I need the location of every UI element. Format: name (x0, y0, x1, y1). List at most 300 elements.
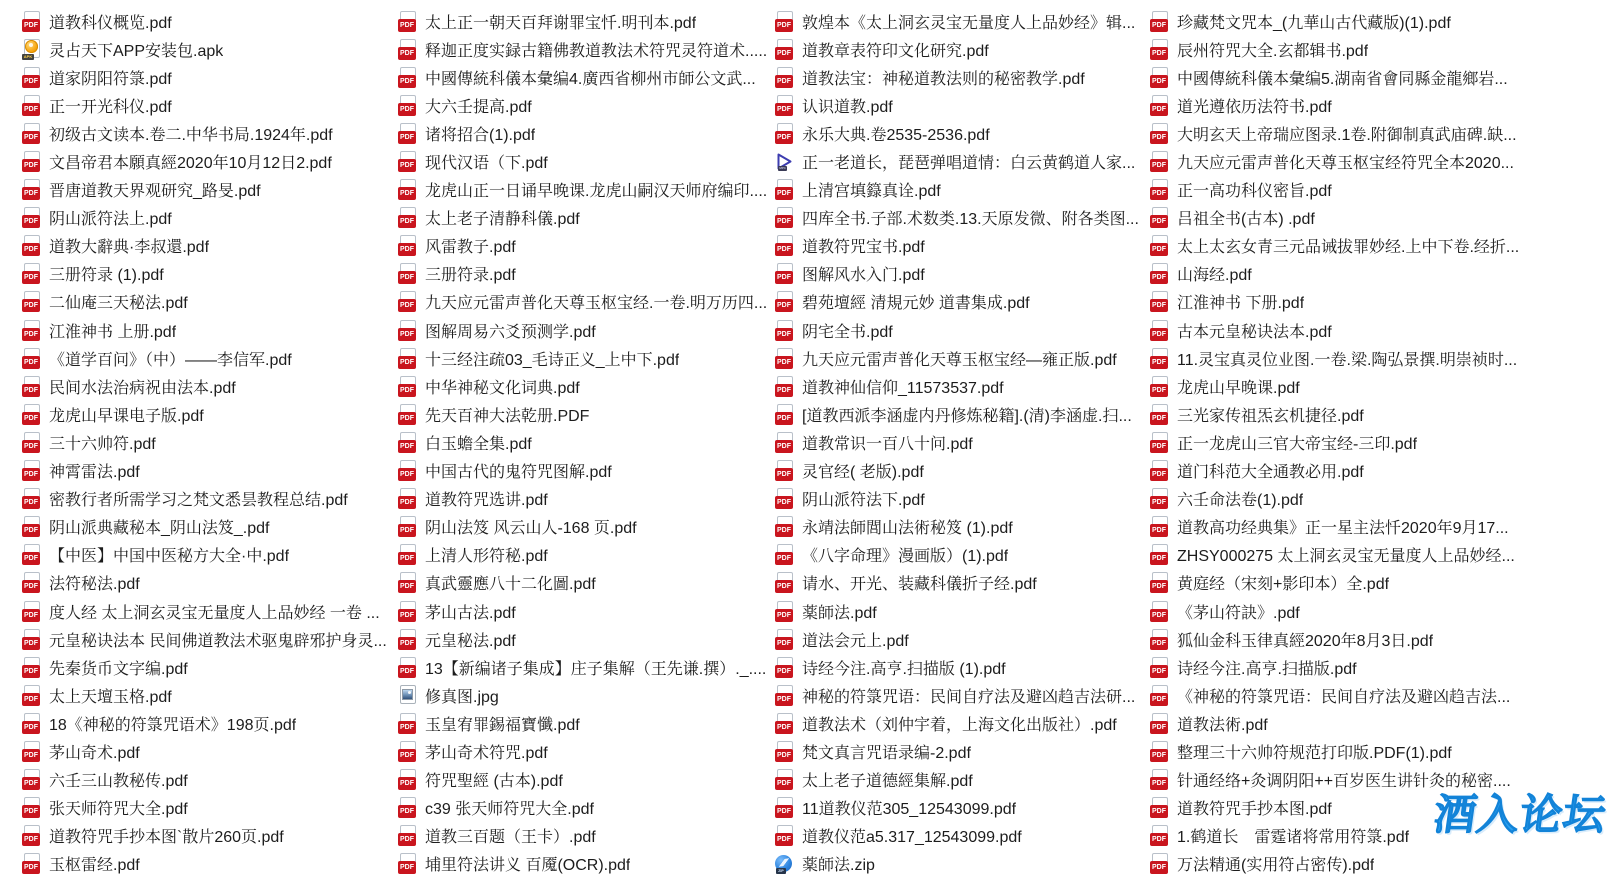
file-item[interactable] (775, 35, 1150, 63)
pdf-file-icon: PDF (22, 601, 41, 622)
file-item[interactable] (1150, 35, 1613, 63)
file-name: 民间水法治病祝由法本.pdf (49, 379, 236, 397)
file-item[interactable] (398, 569, 775, 597)
file-item[interactable] (1150, 119, 1613, 147)
file-name: 阴山派符法上.pdf (49, 211, 172, 229)
file-name: 大明玄天上帝瑞应图录.1卷.附御制真武庙碑.缺... (1177, 126, 1517, 144)
file-name: 九天应元雷声普化天尊玉枢宝经—雍正版.pdf (802, 351, 1117, 369)
file-name: 整理三十六帅符规范打印版.PDF(1).pdf (1177, 744, 1452, 762)
pdf-file-icon: PDF (775, 713, 794, 734)
apk-file-icon: APK (22, 39, 41, 60)
pdf-file-icon: PDF (398, 291, 417, 312)
file-item[interactable] (775, 513, 1150, 541)
file-item[interactable] (775, 737, 1150, 765)
file-name: 三十六帅符.pdf (49, 435, 156, 453)
file-item[interactable] (22, 35, 398, 63)
file-item[interactable] (1150, 513, 1613, 541)
file-item[interactable] (22, 260, 398, 288)
file-item[interactable] (22, 850, 398, 878)
file-name: 道教符咒宝书.pdf (802, 239, 925, 257)
file-name: 认识道教.pdf (802, 98, 893, 116)
pdf-file-icon: PDF (398, 376, 417, 397)
file-item[interactable] (22, 428, 398, 456)
file-name: 敦煌本《太上洞玄灵宝无量度人上品妙经》辑... (802, 14, 1136, 32)
file-name: 黄庭经（宋刻+影印本）全.pdf (1177, 576, 1390, 594)
pdf-file-icon: PDF (1150, 235, 1169, 256)
file-item[interactable] (1150, 232, 1613, 260)
file-item[interactable] (775, 822, 1150, 850)
pdf-file-icon: PDF (1150, 179, 1169, 200)
file-name: 诸将招合(1).pdf (425, 126, 536, 144)
file-item[interactable] (398, 232, 775, 260)
pdf-file-icon: PDF (22, 348, 41, 369)
file-item[interactable] (775, 709, 1150, 737)
file-item[interactable] (398, 204, 775, 232)
file-name: 《八字命理》漫画版）(1).pdf (802, 548, 1009, 566)
file-item[interactable] (775, 485, 1150, 513)
file-item[interactable] (22, 91, 398, 119)
file-item[interactable] (775, 653, 1150, 681)
file-name: 18《神秘的符箓咒语术》198页.pdf (49, 716, 297, 734)
pdf-file-icon: PDF (775, 95, 794, 116)
file-item[interactable] (398, 35, 775, 63)
file-item[interactable] (1150, 428, 1613, 456)
file-item[interactable] (1150, 7, 1613, 35)
file-item[interactable] (775, 119, 1150, 147)
file-item[interactable] (1150, 653, 1613, 681)
file-name: 道教常识一百八十问.pdf (802, 435, 973, 453)
pdf-file-icon: PDF (1150, 376, 1169, 397)
pdf-file-icon: PDF (398, 853, 417, 874)
file-item[interactable] (22, 176, 398, 204)
file-name: 度人经 太上洞玄灵宝无量度人上品妙经 一卷 ... (49, 604, 380, 622)
file-column-2 (398, 7, 775, 878)
file-item[interactable] (22, 232, 398, 260)
file-name: 十三经注疏03_毛诗正义_上中下.pdf (425, 351, 680, 369)
file-item[interactable] (775, 147, 1150, 175)
file-item[interactable] (1150, 681, 1613, 709)
file-name: 道教符咒选讲.pdf (425, 492, 548, 510)
pdf-file-icon: PDF (775, 741, 794, 762)
file-item[interactable] (775, 428, 1150, 456)
pdf-file-icon: PDF (398, 263, 417, 284)
file-item[interactable] (22, 400, 398, 428)
pdf-file-icon: PDF (398, 516, 417, 537)
file-name: 阴山派符法下.pdf (802, 492, 925, 510)
pdf-file-icon: PDF (22, 713, 41, 734)
file-name: 玉枢雷经.pdf (49, 857, 140, 875)
file-name: 埔里符法讲义 百魇(OCR).pdf (425, 857, 631, 875)
file-item[interactable] (398, 850, 775, 878)
pdf-file-icon: PDF (1150, 151, 1169, 172)
file-item[interactable] (398, 288, 775, 316)
file-name: 11.灵宝真灵位业图.一卷.梁.陶弘景撰.明崇祯时... (1177, 351, 1518, 369)
pdf-file-icon: PDF (1150, 601, 1169, 622)
file-item[interactable] (398, 794, 775, 822)
file-name: 江淮神书 下册.pdf (1177, 295, 1305, 313)
file-name: 白玉蟾全集.pdf (425, 435, 532, 453)
pdf-file-icon: PDF (1150, 39, 1169, 60)
file-item[interactable] (775, 569, 1150, 597)
file-name: 灵占天下APP安装包.apk (49, 42, 224, 60)
file-item[interactable] (1150, 850, 1613, 878)
file-item[interactable] (22, 766, 398, 794)
file-item[interactable] (775, 91, 1150, 119)
file-item[interactable] (398, 344, 775, 372)
file-item[interactable] (775, 681, 1150, 709)
file-item[interactable] (775, 372, 1150, 400)
pdf-file-icon: PDF (775, 320, 794, 341)
file-item[interactable] (775, 541, 1150, 569)
pdf-file-icon: PDF (775, 123, 794, 144)
file-item[interactable] (22, 625, 398, 653)
file-item[interactable] (775, 625, 1150, 653)
pdf-file-icon: PDF (1150, 207, 1169, 228)
file-name: 道教三百题（王卡）.pdf (425, 829, 596, 847)
pdf-file-icon: PDF (775, 797, 794, 818)
file-item[interactable] (22, 485, 398, 513)
file-item[interactable] (398, 541, 775, 569)
file-name: 阴山派典藏秘本_阴山法笈_.pdf (49, 520, 270, 538)
pdf-file-icon: PDF (398, 825, 417, 846)
file-column-3 (775, 7, 1150, 878)
pdf-file-icon: PDF (1150, 713, 1169, 734)
file-item[interactable] (22, 316, 398, 344)
pdf-file-icon: PDF (1150, 853, 1169, 874)
file-name: 狐仙金科玉律真經2020年8月3日.pdf (1177, 632, 1434, 650)
file-item[interactable] (22, 709, 398, 737)
file-name: 张天师符咒大全.pdf (49, 801, 188, 819)
file-item[interactable] (22, 681, 398, 709)
file-item[interactable] (775, 63, 1150, 91)
file-item[interactable] (1150, 91, 1613, 119)
file-item[interactable] (398, 766, 775, 794)
file-item[interactable] (775, 176, 1150, 204)
file-item[interactable] (398, 91, 775, 119)
pdf-file-icon: PDF (398, 797, 417, 818)
file-item[interactable] (775, 344, 1150, 372)
pdf-file-icon: PDF (1150, 797, 1169, 818)
pdf-file-icon: PDF (775, 657, 794, 678)
pdf-file-icon: PDF (398, 39, 417, 60)
file-item[interactable] (398, 709, 775, 737)
file-name: 大六壬提高.pdf (425, 98, 532, 116)
file-item[interactable] (1150, 597, 1613, 625)
file-name: 灵官经( 老版).pdf (802, 464, 924, 482)
file-name: 晋唐道教天界观研究_路旻.pdf (49, 183, 261, 201)
file-name: 上清宫填籙真诠.pdf (802, 183, 941, 201)
file-item[interactable] (22, 204, 398, 232)
pdf-file-icon: PDF (398, 95, 417, 116)
file-name: 道教神仙信仰_11573537.pdf (802, 379, 1004, 397)
file-name: 道教大辭典·李叔還.pdf (49, 239, 210, 257)
file-name: 诗经今注.高亨.扫描版 (1).pdf (802, 660, 1006, 678)
file-name: 六壬命法卷(1).pdf (1177, 492, 1304, 510)
file-name: 中华神秘文化词典.pdf (425, 379, 580, 397)
file-item[interactable] (775, 400, 1150, 428)
file-name: 道教法術.pdf (1177, 716, 1268, 734)
pdf-file-icon: PDF (22, 572, 41, 593)
file-item[interactable] (398, 400, 775, 428)
file-name: 道教符咒手抄本图.pdf (1177, 801, 1332, 819)
pdf-file-icon: PDF (1150, 657, 1169, 678)
file-name: 神霄雷法.pdf (49, 464, 140, 482)
pdf-file-icon: PDF (22, 123, 41, 144)
file-name: 道教符咒手抄本图`散片260页.pdf (49, 829, 284, 847)
file-item[interactable] (775, 794, 1150, 822)
file-name: 中国古代的鬼符咒图解.pdf (425, 464, 612, 482)
file-name: 先天百神大法乾册.PDF (425, 407, 590, 425)
file-item[interactable] (1150, 485, 1613, 513)
pdf-file-icon: PDF (775, 291, 794, 312)
file-item[interactable] (398, 428, 775, 456)
file-name: 文昌帝君本願真經2020年10月12日2.pdf (49, 155, 332, 173)
file-item[interactable] (398, 260, 775, 288)
file-item[interactable] (22, 653, 398, 681)
file-item[interactable] (1150, 260, 1613, 288)
pdf-file-icon: PDF (22, 263, 41, 284)
file-name: 山海经.pdf (1177, 267, 1252, 285)
file-item[interactable] (22, 794, 398, 822)
file-name: 四库全书.子部.术数类.13.天原发微、附各类图... (802, 211, 1139, 229)
pdf-file-icon: PDF (22, 685, 41, 706)
jpg-file-icon (398, 685, 417, 706)
file-item[interactable] (398, 457, 775, 485)
file-name: 龙虎山正一日诵早晚课.龙虎山嗣汉天师府编印.... (425, 183, 768, 201)
file-name: 梵文真言咒语录编-2.pdf (802, 744, 971, 762)
pdf-file-icon: PDF (1150, 11, 1169, 32)
pdf-file-icon: PDF (22, 432, 41, 453)
pdf-file-icon: PDF (22, 741, 41, 762)
pdf-file-icon: PDF (398, 432, 417, 453)
file-item[interactable] (22, 372, 398, 400)
file-name: 江淮神书 上册.pdf (49, 323, 177, 341)
file-name: 三册符录 (1).pdf (49, 267, 164, 285)
pdf-file-icon: PDF (775, 11, 794, 32)
file-item[interactable] (775, 597, 1150, 625)
pdf-file-icon: PDF (775, 601, 794, 622)
file-name: 13【新编诸子集成】庄子集解（王先谦.撰）._.... (425, 660, 767, 678)
file-name: 玉皇宥罪錫福寶懺.pdf (425, 716, 580, 734)
file-name: 道光遵依历法符书.pdf (1177, 98, 1332, 116)
file-item[interactable] (775, 260, 1150, 288)
file-item[interactable] (22, 63, 398, 91)
pdf-file-icon: PDF (775, 376, 794, 397)
pdf-file-icon: PDF (1150, 95, 1169, 116)
file-item[interactable] (398, 597, 775, 625)
pdf-file-icon: PDF (398, 488, 417, 509)
file-name: ZHSY000275 太上洞玄灵宝无量度人上品妙经... (1177, 548, 1515, 566)
file-name: 【中医】中国中医秘方大全·中.pdf (49, 548, 290, 566)
file-item[interactable] (1150, 316, 1613, 344)
file-item[interactable] (1150, 737, 1613, 765)
pdf-file-icon: PDF (22, 235, 41, 256)
file-name: 薬師法.pdf (802, 604, 877, 622)
zip-file-icon: ZIP (775, 853, 794, 874)
file-item[interactable] (22, 119, 398, 147)
pdf-file-icon: PDF (775, 460, 794, 481)
pdf-file-icon: PDF (775, 263, 794, 284)
file-name: 道教科仪概览.pdf (49, 14, 172, 32)
pdf-file-icon: PDF (398, 544, 417, 565)
file-item[interactable] (1150, 147, 1613, 175)
file-item[interactable] (1150, 457, 1613, 485)
file-item[interactable] (22, 147, 398, 175)
file-item[interactable] (398, 485, 775, 513)
file-item[interactable] (398, 822, 775, 850)
file-item[interactable] (22, 737, 398, 765)
file-name: 茅山奇术.pdf (49, 744, 140, 762)
file-item[interactable] (22, 7, 398, 35)
pdf-file-icon: PDF (775, 769, 794, 790)
file-item[interactable] (22, 457, 398, 485)
file-name: 中國傳統科儀本彙编5.湖南省會同縣金龍鄉岩... (1177, 70, 1508, 88)
file-item[interactable] (22, 513, 398, 541)
pdf-file-icon: PDF (22, 797, 41, 818)
file-column-1 (22, 7, 398, 878)
file-item[interactable] (1150, 344, 1613, 372)
file-name: 真武靈應八十二化圖.pdf (425, 576, 596, 594)
pdf-file-icon: PDF (398, 713, 417, 734)
file-name: 六壬三山教秘传.pdf (49, 773, 188, 791)
pdf-file-icon: PDF (398, 657, 417, 678)
pdf-file-icon: PDF (398, 151, 417, 172)
pdf-file-icon: PDF (775, 235, 794, 256)
file-item[interactable] (775, 288, 1150, 316)
file-name: 太上老子清静科儀.pdf (425, 211, 580, 229)
file-name: 诗经今注.高亨.扫描版.pdf (1177, 660, 1357, 678)
pdf-file-icon: PDF (775, 685, 794, 706)
file-name: 永乐大典.卷2535-2536.pdf (802, 126, 990, 144)
file-item[interactable] (775, 766, 1150, 794)
pdf-file-icon: PDF (1150, 67, 1169, 88)
file-name: 茅山古法.pdf (425, 604, 516, 622)
file-item[interactable] (398, 63, 775, 91)
file-item[interactable] (398, 316, 775, 344)
file-name: 《神秘的符箓咒语：民间自疗法及避凶趋吉法... (1177, 688, 1511, 706)
file-item[interactable] (398, 147, 775, 175)
pdf-file-icon: PDF (398, 320, 417, 341)
file-item[interactable] (775, 7, 1150, 35)
file-item[interactable] (775, 457, 1150, 485)
pdf-file-icon: PDF (22, 460, 41, 481)
file-item[interactable] (1150, 204, 1613, 232)
file-item[interactable] (775, 204, 1150, 232)
file-item[interactable] (398, 513, 775, 541)
file-name: 修真图.jpg (425, 688, 499, 706)
file-name: 《道学百问》（中）——李信军.pdf (49, 351, 292, 369)
pdf-file-icon: PDF (1150, 320, 1169, 341)
file-item[interactable] (1150, 625, 1613, 653)
pdf-file-icon: PDF (22, 291, 41, 312)
file-name: 古本元皇秘诀法本.pdf (1177, 323, 1332, 341)
file-item[interactable] (398, 653, 775, 681)
file-name: 11道教仪范305_12543099.pdf (802, 801, 1017, 819)
file-item[interactable] (398, 737, 775, 765)
file-name: 龙虎山早课电子版.pdf (49, 407, 204, 425)
file-item[interactable] (1150, 400, 1613, 428)
pdf-file-icon: PDF (398, 67, 417, 88)
pdf-file-icon: PDF (22, 376, 41, 397)
file-name: 道家阴阳符箓.pdf (49, 70, 172, 88)
pdf-file-icon: PDF (1150, 685, 1169, 706)
pdf-file-icon: PDF (22, 516, 41, 537)
file-name: 九天应元雷声普化天尊玉枢宝经符咒全本2020... (1177, 155, 1514, 173)
file-item[interactable] (398, 176, 775, 204)
file-name: 太上正一朝天百拜谢罪宝忏.明刊本.pdf (425, 14, 697, 32)
file-name: 三光家传祖炁玄机捷径.pdf (1177, 407, 1364, 425)
pdf-file-icon: PDF (398, 348, 417, 369)
pdf-file-icon: PDF (1150, 629, 1169, 650)
pdf-file-icon: PDF (1150, 825, 1169, 846)
file-item[interactable] (775, 232, 1150, 260)
file-item[interactable] (398, 372, 775, 400)
file-name: 针通经络+灸调阴阳++百岁医生讲针灸的秘密.... (1177, 773, 1511, 791)
file-item[interactable] (398, 119, 775, 147)
file-item[interactable] (1150, 372, 1613, 400)
file-item[interactable] (22, 344, 398, 372)
pdf-file-icon: PDF (775, 207, 794, 228)
file-name: 二仙庵三天秘法.pdf (49, 295, 188, 313)
file-name: 珍藏梵文咒本_(九華山古代藏版)(1).pdf (1177, 14, 1451, 32)
file-item[interactable] (398, 681, 775, 709)
file-item[interactable] (398, 7, 775, 35)
pdf-file-icon: PDF (775, 404, 794, 425)
file-item[interactable] (1150, 63, 1613, 91)
file-name: 道教高功经典集》正一星主法忏2020年9月17... (1177, 520, 1509, 538)
file-name: 道教章表符印文化研究.pdf (802, 42, 989, 60)
file-item[interactable] (22, 569, 398, 597)
file-name: 太上老子道德經集解.pdf (802, 773, 973, 791)
file-item[interactable] (398, 625, 775, 653)
file-item[interactable] (1150, 709, 1613, 737)
pdf-file-icon: PDF (22, 320, 41, 341)
pdf-file-icon: PDF (398, 741, 417, 762)
file-item[interactable] (1150, 176, 1613, 204)
file-item[interactable] (1150, 288, 1613, 316)
pdf-file-icon: PDF (1150, 123, 1169, 144)
pdf-file-icon: PDF (22, 657, 41, 678)
file-item[interactable] (775, 850, 1150, 878)
pdf-file-icon: PDF (398, 460, 417, 481)
pdf-file-icon: PDF (1150, 432, 1169, 453)
file-name: 风雷教子.pdf (425, 239, 516, 257)
pdf-file-icon: PDF (1150, 460, 1169, 481)
file-item[interactable] (22, 541, 398, 569)
file-name: 太上天壇玉格.pdf (49, 688, 172, 706)
file-name: 1.鹤道长 雷霆诸将常用符箓.pdf (1177, 829, 1410, 847)
pdf-file-icon: PDF (1150, 488, 1169, 509)
pdf-file-icon: PDF (22, 151, 41, 172)
pdf-file-icon: PDF (1150, 348, 1169, 369)
pdf-file-icon: PDF (398, 629, 417, 650)
file-name: 道教法术（刘仲宇着，上海文化出版社）.pdf (802, 716, 1117, 734)
file-item[interactable] (775, 316, 1150, 344)
file-name: 永靖法師閭山法術秘笈 (1).pdf (802, 520, 1013, 538)
file-name: 道法会元上.pdf (802, 632, 909, 650)
file-name: 九天应元雷声普化天尊玉枢宝经.一卷.明万历四... (425, 295, 768, 313)
file-name: 现代汉语（下.pdf (425, 155, 548, 173)
pdf-file-icon: PDF (1150, 741, 1169, 762)
pdf-file-icon: PDF (22, 769, 41, 790)
pdf-file-icon: PDF (1150, 544, 1169, 565)
file-name: 初级古文读本.卷二.中华书局.1924年.pdf (49, 126, 333, 144)
file-item[interactable] (22, 597, 398, 625)
file-item[interactable] (1150, 541, 1613, 569)
file-item[interactable] (22, 288, 398, 316)
file-item[interactable] (22, 822, 398, 850)
file-item[interactable] (1150, 569, 1613, 597)
